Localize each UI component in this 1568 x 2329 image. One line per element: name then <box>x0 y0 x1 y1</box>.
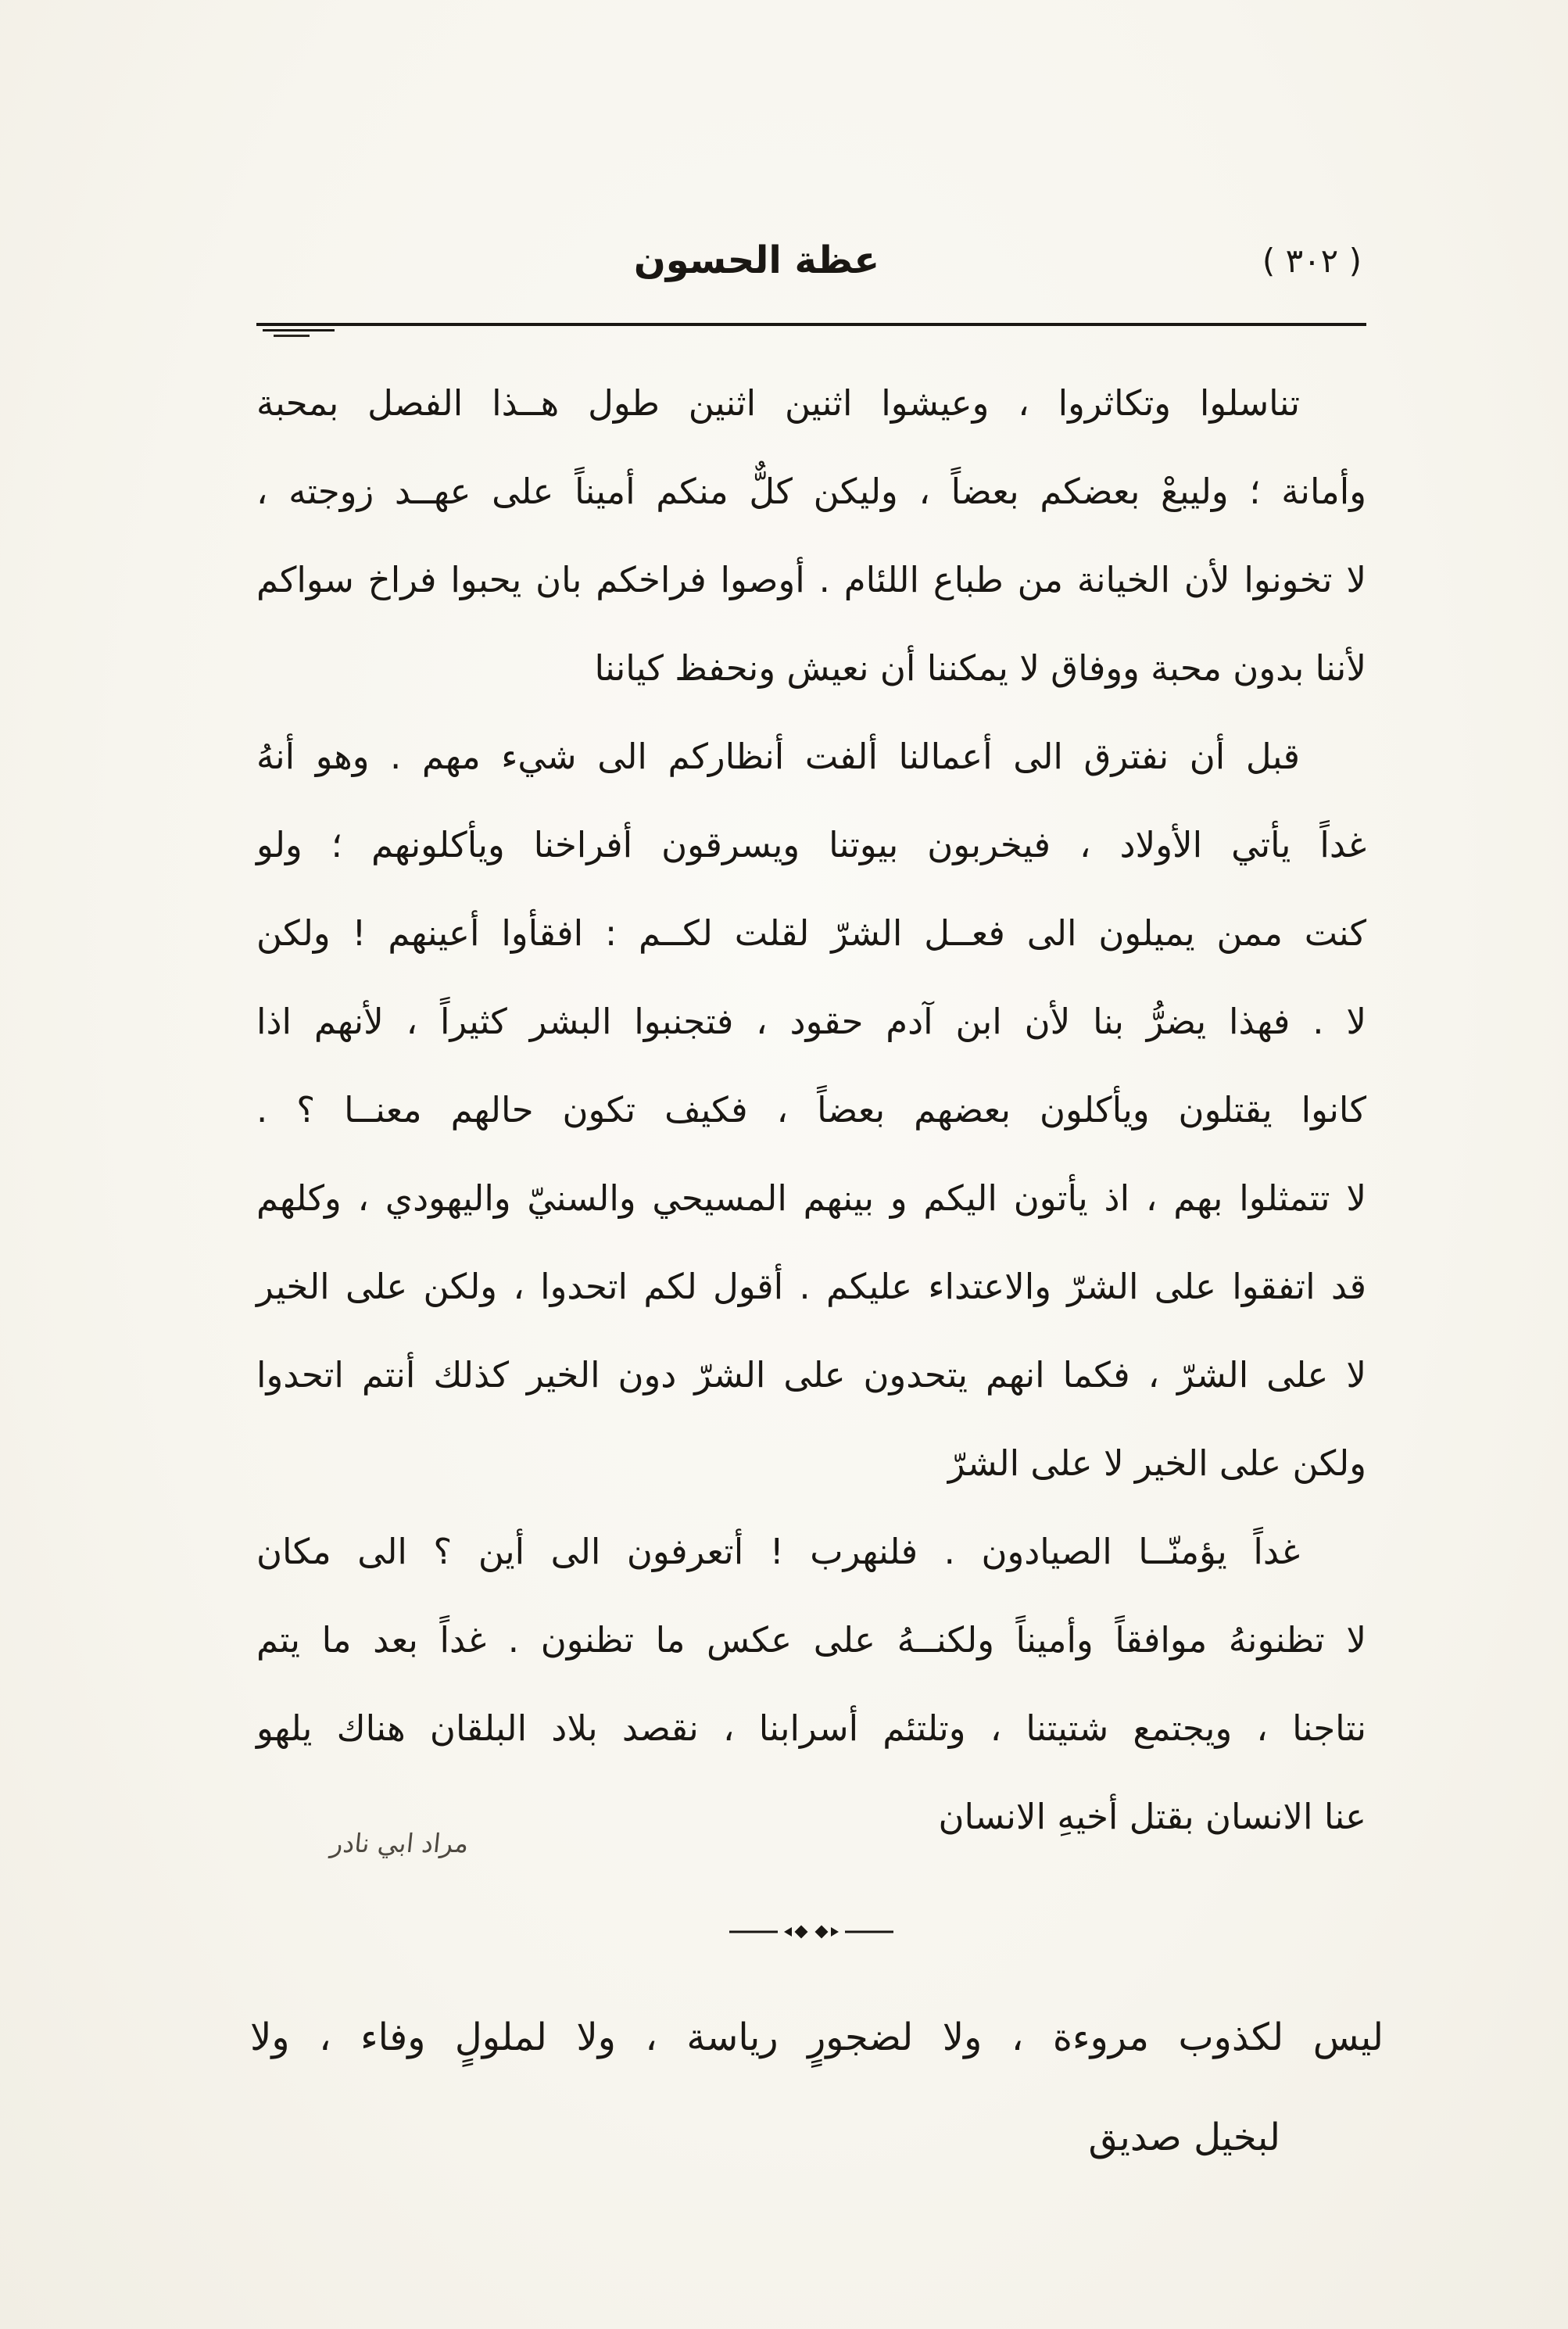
footer-aphorism <box>250 1987 1384 2187</box>
author-signature: مراد ابي نادر <box>328 1828 471 1858</box>
page-title: عظة الحسون <box>633 238 880 282</box>
page-number: ( ٣٠٢ ) <box>1262 242 1362 280</box>
footer-line: ليس لكذوب مروءة ، ولا لضجورٍ رياسة ، ولا لملولٍ وفاء ، ولا <box>250 2015 1384 2059</box>
text-line: كنت ممن يميلون الى فعــل الشرّ لقلت لكــم : افقأوا أعينهم ! ولكن <box>256 912 1366 954</box>
text-line: كانوا يقتلون ويأكلون بعضهم بعضاً ، فكيف تكون حالهم معنــا ؟ . <box>256 1089 1366 1130</box>
text-line: لا تظنونهُ موافقاً وأميناً ولكنــهُ على عكس ما تظنون . غداً بعد ما يتم <box>256 1619 1366 1661</box>
scan-mark <box>263 329 335 331</box>
text-line: تناسلوا وتكاثروا ، وعيشوا اثنين اثنين طول هــذا الفصل بمحبة <box>256 382 1300 424</box>
text-line: لا تخونوا لأن الخيانة من طباع اللئام . أوصوا فراخكم بان يحبوا فراخ سواكم <box>256 559 1366 600</box>
section-divider <box>256 1922 1366 1942</box>
footer-line: لبخيل صديق <box>1088 2116 1280 2159</box>
text-line: لأننا بدون محبة ووفاق لا يمكننا أن نعيش ونحفظ كياننا <box>594 647 1366 689</box>
header-rule <box>256 323 1366 326</box>
text-line: عنا الانسان بقتل أخيهِ الانسان <box>938 1796 1366 1837</box>
page-header <box>256 238 1366 301</box>
text-line: لا تتمثلوا بهم ، اذ يأتون اليكم و بينهم المسيحي والسنيّ واليهودي ، وكلهم <box>256 1177 1366 1219</box>
content-column <box>250 0 1384 2187</box>
text-line: قبل أن نفترق الى أعمالنا ألفت أنظاركم الى شيء مهم . وهو أنهُ <box>256 736 1300 777</box>
text-line: لا على الشرّ ، فكما انهم يتحدون على الشرّ دون الخير كذلك أنتم اتحدوا <box>256 1354 1366 1396</box>
text-line: قد اتفقوا على الشرّ والاعتداء عليكم . أقول لكم اتحدوا ، ولكن على الخير <box>256 1266 1366 1307</box>
body-text <box>256 359 1366 1861</box>
text-line: ولكن على الخير لا على الشرّ <box>947 1442 1366 1484</box>
text-line: غداً يأتي الأولاد ، فيخربون بيوتنا ويسرقون أفراخنا ويأكلونهم ؛ ولو <box>256 824 1366 865</box>
text-line: لا . فهذا يضرُّ بنا لأن ابن آدم حقود ، فتجنبوا البشر كثيراً ، لأنهم اذا <box>256 1001 1366 1042</box>
text-line: نتاجنا ، ويجتمع شتيتنا ، وتلتئم أسرابنا ، نقصد بلاد البلقان هناك يلهو <box>256 1707 1366 1749</box>
divider-ornament-icon <box>729 1922 893 1942</box>
last-line-row <box>256 1772 1366 1861</box>
text-line: وأمانة ؛ وليبعْ بعضكم بعضاً ، وليكن كلٌّ منكم أميناً على عهــد زوجته ، <box>256 471 1366 512</box>
text-line: غداً يؤمنّــا الصيادون . فلنهرب ! أتعرفون الى أين ؟ الى مكان <box>256 1531 1300 1572</box>
